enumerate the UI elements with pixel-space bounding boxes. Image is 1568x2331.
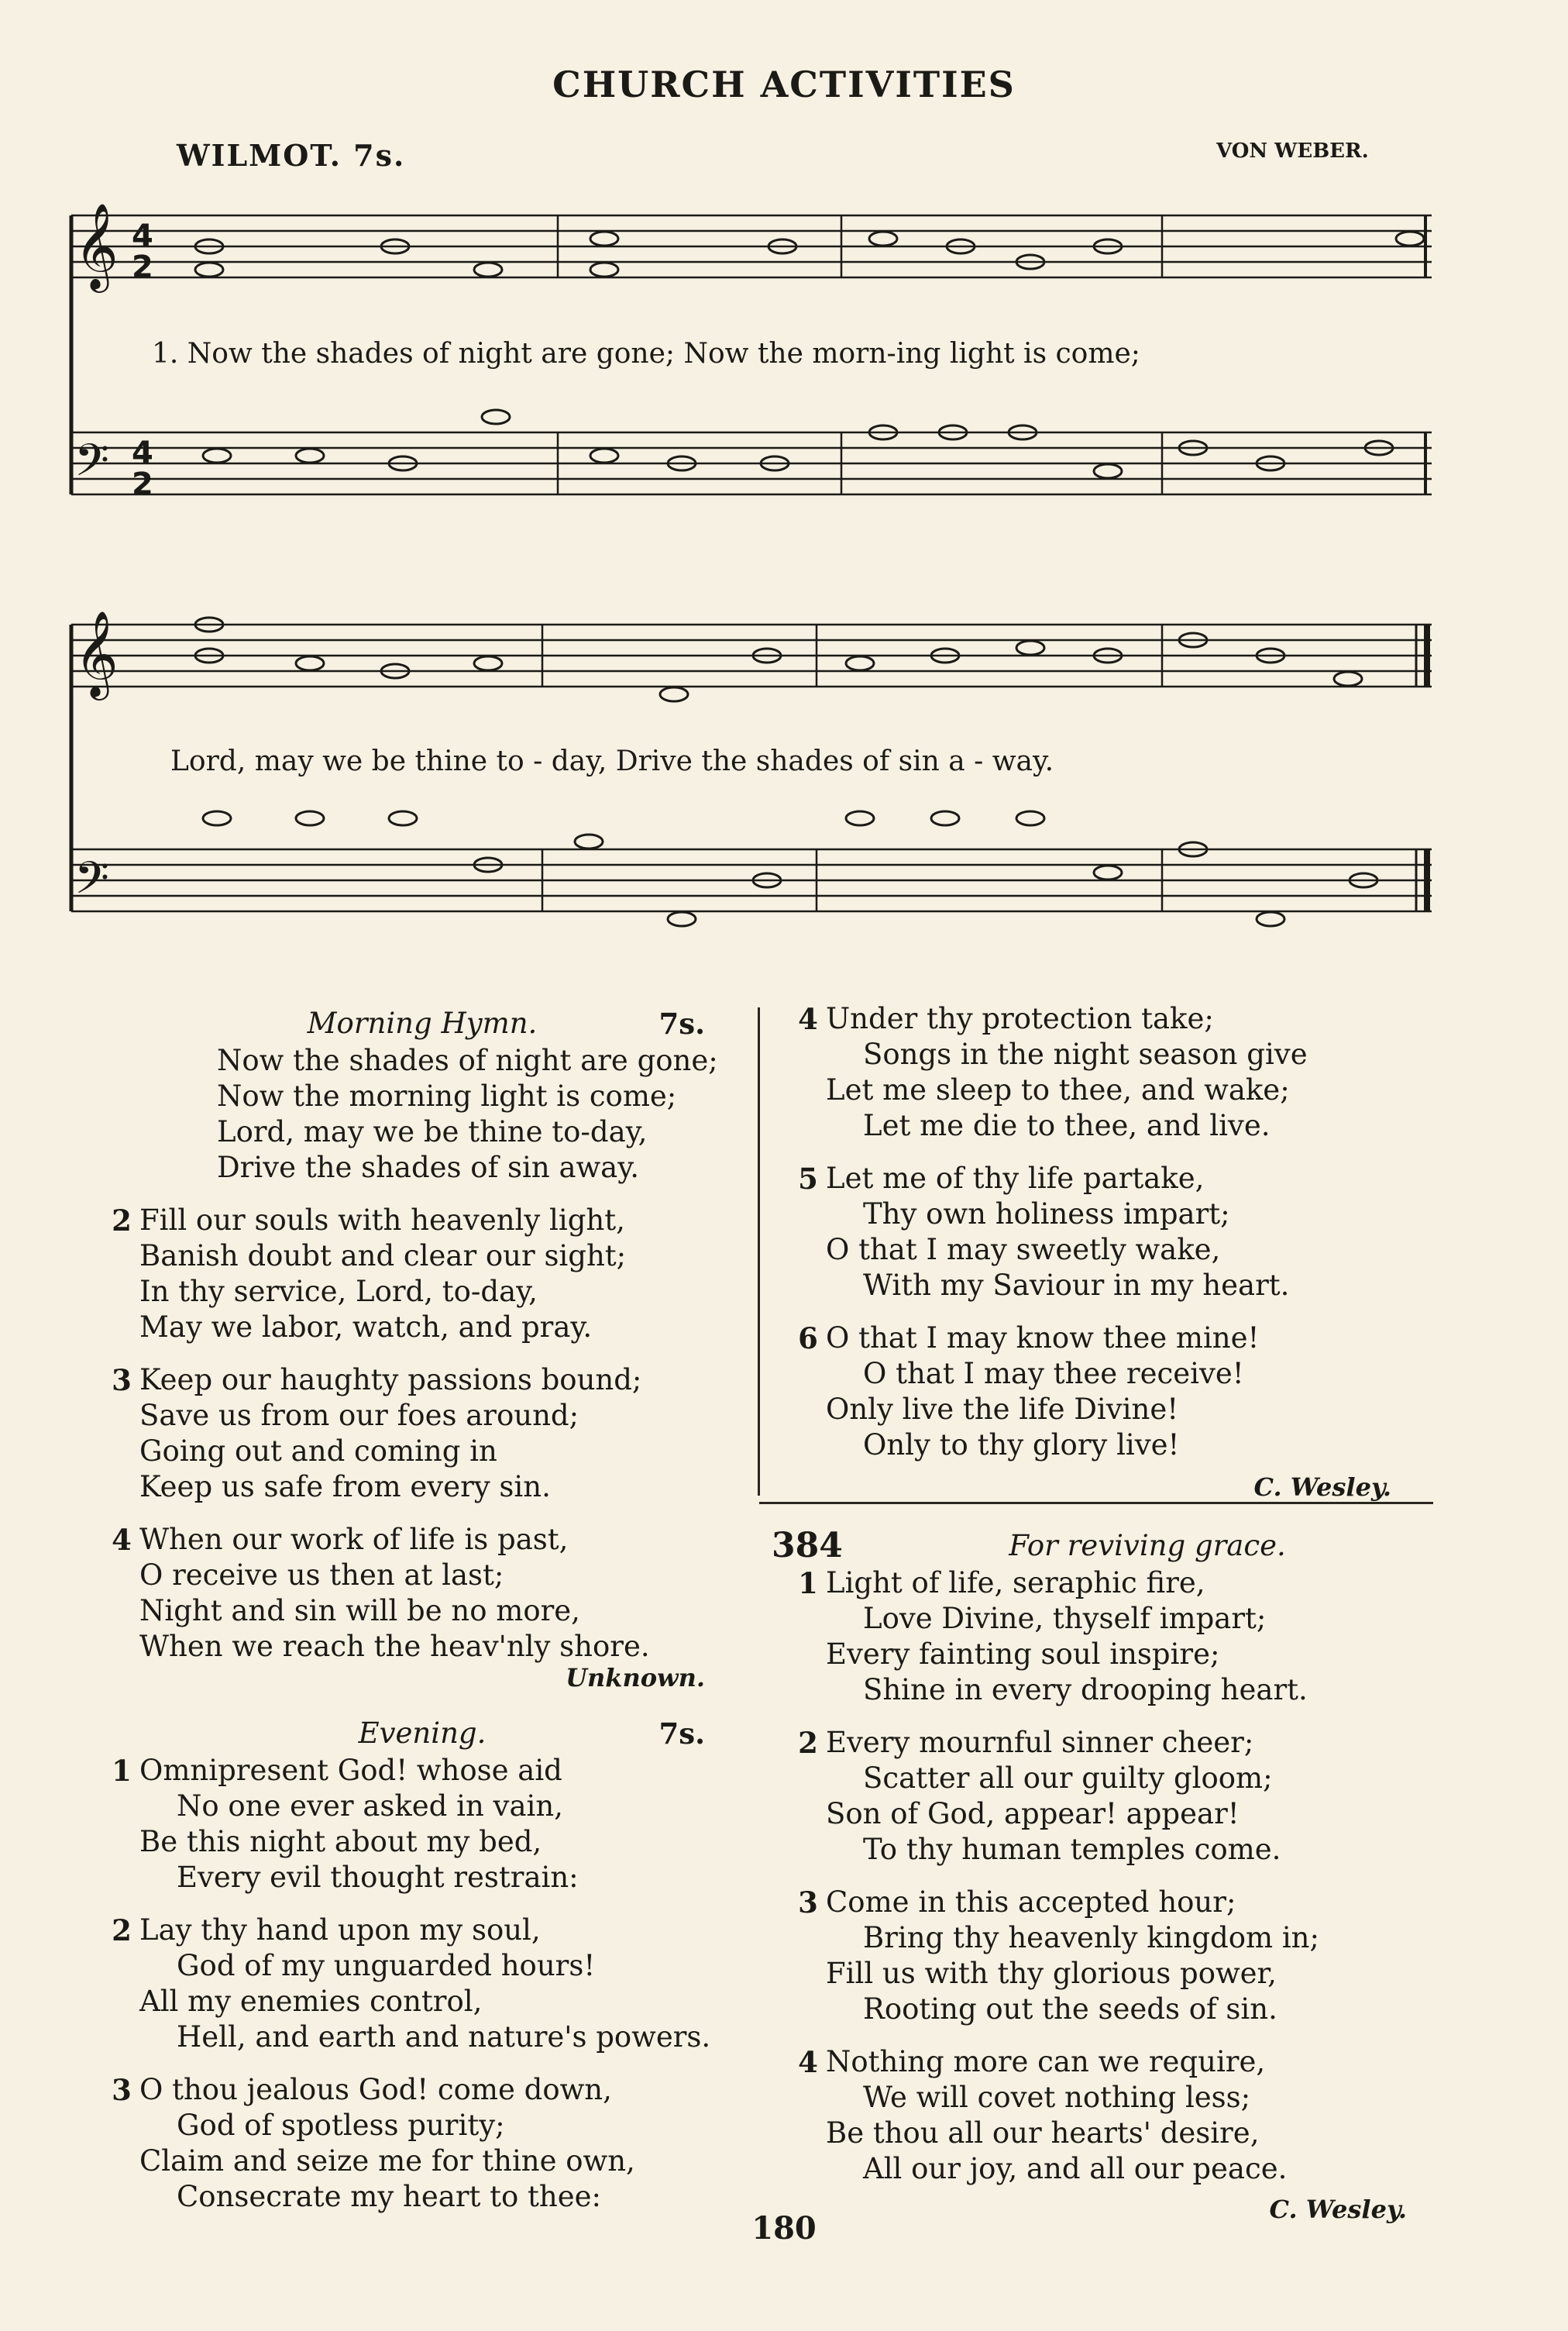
verse-line: Drive the shades of sin away. [217, 1151, 639, 1184]
page-number: 180 [751, 2210, 817, 2247]
sheet-music [0, 0, 1568, 961]
stanza [112, 1753, 705, 1895]
verse-line: Every evil thought restrain: [177, 1861, 579, 1894]
treble-clef-icon: 𝄞 [74, 202, 119, 289]
verse-line: Every mournful sinner cheer; [826, 1726, 1254, 1759]
staff-bass-2 [71, 849, 1432, 911]
verse-line: Shine in every drooping heart. [863, 1673, 1308, 1706]
lyrics-line-2: Lord, may we be thine to - day, Drive the shades of sin a - way. [170, 745, 1054, 777]
verse-line: God of my unguarded hours! [177, 1949, 596, 1982]
verse-line: Now the shades of night are gone; [217, 1044, 718, 1077]
stanza [798, 2044, 1438, 2187]
verse-line: Fill us with thy glorious power, [826, 1957, 1277, 1990]
stanza-number: 4 [798, 2045, 818, 2079]
stanza-number: 3 [798, 1885, 818, 1920]
verse-line: Only live the life Divine! [826, 1393, 1179, 1426]
verse-line: Nothing more can we require, [826, 2045, 1266, 2078]
hymn-header-evening [139, 1716, 705, 1751]
hymn-author: C. Wesley. [1253, 1472, 1391, 1502]
stanza [798, 1161, 1438, 1303]
verse-line: O receive us then at last; [139, 1558, 504, 1592]
svg-text:4: 4 [132, 436, 153, 471]
verse-line: Light of life, seraphic fire, [826, 1566, 1205, 1599]
left-column [112, 1006, 718, 2232]
stanza-number: 4 [798, 1002, 818, 1036]
tune-name: WILMOT. 7s. [177, 138, 406, 173]
verse-line: Let me sleep to thee, and wake; [826, 1073, 1290, 1107]
stanza [798, 1885, 1438, 2027]
hymn-meter: 7s. [658, 1716, 705, 1751]
verse-line: Let me die to thee, and live. [863, 1109, 1271, 1142]
verse-line: We will covet nothing less; [863, 2081, 1251, 2114]
hymn-title: For reviving grace. [1009, 1529, 1286, 1562]
column-divider [758, 1007, 760, 1496]
stanza-number: 1 [112, 1754, 132, 1788]
hymn-title: Morning Hymn. [307, 1007, 538, 1040]
stanza [798, 1001, 1438, 1144]
stanza-number: 5 [798, 1162, 818, 1196]
verse-line: Save us from our foes around; [139, 1399, 579, 1432]
verse-line: O that I may sweetly wake, [826, 1233, 1221, 1266]
page-header: CHURCH ACTIVITIES [552, 64, 1016, 105]
composer-name: VON WEBER. [1216, 139, 1369, 163]
verse-line: Fill our souls with heavenly light, [139, 1203, 625, 1237]
stanza [798, 1320, 1438, 1463]
hymn-meter: 7s. [658, 1007, 705, 1041]
verse-line: Under thy protection take; [826, 1002, 1214, 1035]
verse-line: Claim and seize me for thine own, [139, 2144, 635, 2178]
verse-line: Now the morning light is come; [217, 1079, 677, 1113]
verse-line: O that I may thee receive! [863, 1357, 1244, 1390]
staff-treble-1 [71, 215, 1432, 277]
verse-line: Rooting out the seeds of sin. [863, 1992, 1277, 2026]
verse-line: Son of God, appear! appear! [826, 1797, 1240, 1830]
verse-line: No one ever asked in vain, [177, 1789, 563, 1823]
verse-line: Night and sin will be no more, [139, 1594, 580, 1627]
lyrics-line-1: 1. Now the shades of night are gone; Now the morn-ing light is come; [152, 338, 1140, 370]
verse-line: Let me of thy life partake, [826, 1162, 1205, 1195]
staff-bass-1 [71, 432, 1432, 494]
stanza-number: 1 [798, 1566, 818, 1600]
stanza-number: 6 [798, 1321, 818, 1355]
verse-line: Be thou all our hearts' desire, [826, 2116, 1260, 2150]
verse-line: Thy own holiness impart; [863, 1197, 1230, 1231]
staff-treble-2 [71, 625, 1432, 687]
stanza [112, 1203, 705, 1345]
stanza [112, 1362, 705, 1505]
stanza [112, 2072, 705, 2215]
verse-line: God of spotless purity; [177, 2109, 505, 2142]
hymn-number: 384 [772, 1526, 843, 1565]
verse-line: Consecrate my heart to thee: [177, 2180, 602, 2213]
verse-line: To thy human temples come. [863, 1833, 1281, 1866]
verse-line: All our joy, and all our peace. [863, 2152, 1288, 2185]
verse-line: With my Saviour in my heart. [863, 1269, 1290, 1302]
verse-line: Omnipresent God! whose aid [139, 1754, 562, 1787]
verse-line: Hell, and earth and nature's powers. [177, 2020, 711, 2054]
stanza-number: 2 [798, 1726, 818, 1760]
treble-clef-icon: 𝄞 [74, 610, 119, 697]
verse-line: Bring thy heavenly kingdom in; [863, 1921, 1319, 1954]
stanza [139, 1043, 718, 1186]
bass-clef-icon: 𝄢 [74, 434, 110, 498]
verse-line: Only to thy glory live! [863, 1428, 1180, 1462]
verse-line: When our work of life is past, [139, 1523, 569, 1556]
verse-line: When we reach the heav'nly shore. [139, 1630, 650, 1663]
verse-line: In thy service, Lord, to-day, [139, 1275, 538, 1308]
verse-line: Lord, may we be thine to-day, [217, 1115, 648, 1148]
verse-line: All my enemies control, [139, 1985, 483, 2018]
verse-line: Come in this accepted hour; [826, 1885, 1236, 1919]
verse-line: Keep our haughty passions bound; [139, 1363, 642, 1396]
hymn-title: Evening. [358, 1716, 487, 1750]
stanza [798, 1725, 1438, 1868]
hymn-header-reviving [772, 1528, 1438, 1564]
verse-line: Keep us safe from every sin. [139, 1470, 551, 1503]
hymn-divider [759, 1502, 1433, 1504]
stanza [798, 1565, 1438, 1708]
svg-text:4: 4 [132, 219, 153, 254]
stanza-number: 3 [112, 2073, 132, 2107]
stanza-number: 4 [112, 1523, 132, 1557]
verse-line: Songs in the night season give [863, 1038, 1308, 1071]
stanza-number: 3 [112, 1363, 132, 1397]
stanza-number: 2 [112, 1913, 132, 1947]
verse-line: May we labor, watch, and pray. [139, 1310, 593, 1344]
verse-line: Banish doubt and clear our sight; [139, 1239, 627, 1272]
verse-line: O that I may know thee mine! [826, 1321, 1260, 1355]
hymn-header-morning [139, 1006, 705, 1042]
hymn-author: Unknown. [566, 1663, 705, 1692]
stanza-number: 2 [112, 1203, 132, 1238]
verse-line: Love Divine, thyself impart; [863, 1602, 1267, 1635]
verse-line: Going out and coming in [139, 1434, 497, 1468]
verse-line: Be this night about my bed, [139, 1825, 542, 1858]
bass-clef-icon: 𝄢 [74, 852, 110, 915]
verse-line: Scatter all our guilty gloom; [863, 1761, 1273, 1795]
verse-line: Every fainting soul inspire; [826, 1637, 1220, 1671]
stanza [112, 1913, 711, 2055]
svg-text:2: 2 [132, 250, 153, 285]
verse-line: O thou jealous God! come down, [139, 2073, 612, 2106]
svg-text:2: 2 [132, 467, 153, 502]
hymn-author: C. Wesley. [1269, 2195, 1407, 2224]
verse-line: Lay thy hand upon my soul, [139, 1913, 541, 1947]
stanza [112, 1522, 705, 1665]
